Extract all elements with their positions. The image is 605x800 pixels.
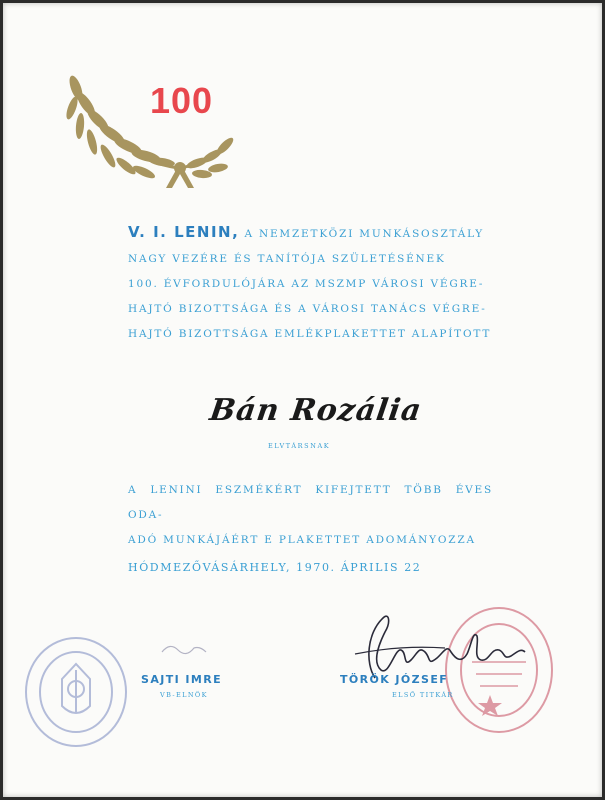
award-line-1: A LENINI ESZMÉKÉRT KIFEJTETT TÖBB ÉVES ODA- <box>128 484 493 521</box>
signatory-title-left: VB-ELNÖK <box>160 691 208 699</box>
intro-paragraph <box>128 220 493 347</box>
award-line-2: ADÓ MUNKÁJÁÉRT E PLAKETTET ADOMÁNYOZZA <box>128 534 476 546</box>
award-paragraph <box>128 478 493 553</box>
intro-line-3: 100. ÉVFORDULÓJÁRA AZ MSZMP VÁROSI VÉGRE- <box>128 278 485 290</box>
centenary-number: 100 <box>150 80 214 121</box>
intro-line-4: HAJTÓ BIZOTTSÁGA ÉS A VÁROSI TANÁCS VÉGRE- <box>128 303 487 315</box>
intro-line-2: NAGY VEZÉRE ÉS TANÍTÓJA SZÜLETÉSÉNEK <box>128 253 446 265</box>
signatory-title-right: ELSŐ TITKÁR <box>392 691 454 699</box>
council-stamp-icon <box>22 634 130 750</box>
recipient-name: Bán Rozália <box>207 393 425 428</box>
signatory-name-right: TÖRÖK JÓZSEF <box>340 673 449 686</box>
intro-line-1-text: A NEMZETKÖZI MUNKÁSOSZTÁLY <box>244 228 485 240</box>
intro-line-5: HAJTÓ BIZOTTSÁGA EMLÉKPLAKETTET ALAPÍTOTT <box>128 328 492 340</box>
signatory-name-left: SAJTI IMRE <box>141 673 222 686</box>
intro-line-1 <box>128 220 493 247</box>
signature-sajti-icon <box>160 640 220 660</box>
recipient-suffix: ELVTÁRSNAK <box>268 442 331 450</box>
lenin-heading: V. I. LENIN, <box>128 223 240 241</box>
place-and-date: HÓDMEZŐVÁSÁRHELY, 1970. ÁPRILIS 22 <box>128 561 422 574</box>
